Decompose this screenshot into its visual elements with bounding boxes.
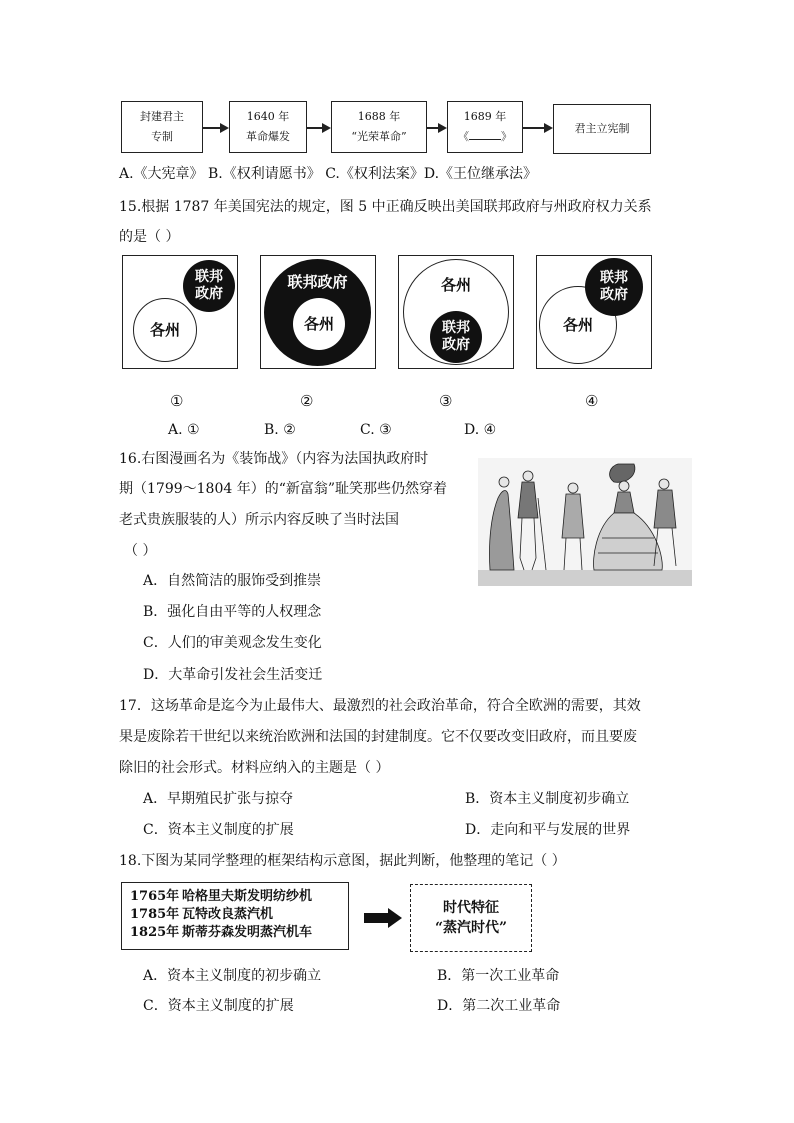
flow-box-4-suffix: 》 (501, 130, 512, 143)
q18-option-d: D．第二次工业革命 (437, 998, 561, 1014)
diagram-3 (398, 255, 514, 369)
thick-arrow-shape (364, 908, 402, 928)
flow-box-2-line1: 1640 年 (246, 110, 290, 123)
q15-option-b: B. ② (264, 422, 296, 438)
federal-label-2: 政府 (442, 337, 470, 353)
notes-box (121, 882, 349, 950)
flow-box-4 (447, 101, 523, 153)
note-row-2 (130, 907, 348, 923)
q16-stem-line4: （ ） (124, 543, 157, 559)
feature-label-1: 时代特征 (443, 900, 499, 916)
q17-option-c: C．资本主义制度的扩展 (143, 822, 294, 838)
q18-option-a: A．资本主义制度的初步确立 (143, 968, 322, 984)
flow-box-5 (553, 104, 651, 154)
federal-label-1: 联邦 (442, 320, 470, 336)
federal-label-1: 联邦 (600, 270, 628, 286)
federal-circle (430, 311, 482, 363)
diagram-number-3: ③ (439, 392, 453, 410)
note-row-1 (130, 889, 348, 905)
q18-option-c: C．资本主义制度的扩展 (143, 998, 294, 1014)
states-label: 各州 (149, 320, 180, 339)
federal-circle (585, 258, 643, 316)
q15-option-d: D. ④ (464, 422, 497, 438)
flow-arrow-3 (427, 127, 445, 129)
q17-option-d: D．走向和平与发展的世界 (465, 822, 631, 838)
q17-stem-line1: 17．这场革命是迄今为止最伟大、最激烈的社会政治革命，符合全欧洲的需要，其效 (119, 698, 641, 714)
q15-option-a: A. ① (168, 422, 200, 438)
q18-option-b: B．第一次工业革命 (437, 968, 560, 984)
cartoon-illustration (478, 458, 692, 586)
flow-box-1-line1: 封建君主 (140, 110, 184, 123)
q16-option-c: C．人们的审美观念发生变化 (143, 635, 322, 651)
flow-box-3-line2: “光荣革命” (351, 130, 407, 143)
q16-option-b: B．强化自由平等的人权理念 (143, 604, 322, 620)
note-year: 1825年 (130, 925, 180, 940)
q18-stem: 18.下图为某同学整理的框架结构示意图，据此判断，他整理的笔记（ ） (119, 853, 566, 869)
q17-stem-line2: 果是废除若干世纪以来统治欧洲和法国的封建制度。它不仅要改变旧政府，而且要废 (119, 729, 637, 745)
flow-box-2 (229, 101, 307, 153)
q16-stem-line3: 老式贵族服装的人）所示内容反映了当时法国 (119, 512, 399, 528)
q15-stem-line2: 的是（ ） (119, 229, 180, 245)
q15-option-c: C. ③ (360, 422, 392, 438)
flow-box-1-line2: 专制 (151, 130, 173, 143)
diagram-2 (260, 255, 376, 369)
note-event: 哈格里夫斯发明纺纱机 (182, 889, 313, 904)
q16-option-d: D．大革命引发社会生活变迁 (143, 667, 323, 683)
diagram-number-1: ① (170, 392, 184, 410)
note-year: 1785年 (130, 907, 180, 922)
federal-circle (183, 260, 235, 312)
states-circle (133, 298, 197, 362)
states-label: 各州 (303, 314, 334, 333)
note-event: 瓦特改良蒸汽机 (182, 907, 274, 922)
q16-stem-line2: 期（1799～1804 年）的“新富翁”耻笑那些仍然穿着 (119, 481, 448, 497)
federal-label-2: 政府 (195, 286, 223, 302)
flow-arrow-1 (203, 127, 227, 129)
flow-arrow-2 (307, 127, 329, 129)
q16-stem-line1: 16.右图漫画名为《装饰战》（内容为法国执政府时 (119, 451, 429, 467)
feature-label-2: “蒸汽时代” (434, 920, 508, 936)
flow-box-3 (331, 101, 427, 153)
q14-options: A.《大宪章》 B.《权利请愿书》 C.《权利法案》D.《王位继承法》 (119, 166, 538, 182)
flow-arrow-4 (523, 127, 551, 129)
q15-stem-line1: 15.根据 1787 年美国宪法的规定，图 5 中正确反映出美国联邦政府与州政府权力关系 (119, 199, 652, 215)
diagram-number-4: ④ (585, 392, 599, 410)
note-row-3 (130, 925, 348, 941)
federal-label-2: 政府 (600, 287, 628, 303)
q16-option-a: A．自然简洁的服饰受到推崇 (143, 573, 322, 589)
federal-label-1: 联邦 (195, 269, 223, 285)
diagram-1 (122, 255, 238, 369)
q17-stem-line3: 除旧的社会形式。材料应纳入的主题是（ ） (119, 760, 390, 776)
flow-box-5-line1: 君主立宪制 (574, 122, 630, 135)
q17-option-b: B．资本主义制度初步确立 (465, 791, 630, 807)
federal-label: 联邦政府 (287, 273, 348, 291)
feature-box (410, 884, 532, 952)
flow-box-3-line1: 1688 年 (357, 110, 401, 123)
cartoon-image (478, 458, 692, 586)
flow-box-4-line2 (458, 127, 512, 147)
flow-box-4-line1: 1689 年 (463, 110, 507, 123)
flow-box-2-line2: 革命爆发 (246, 130, 290, 143)
q17-option-a: A．早期殖民扩张与掠夺 (143, 791, 294, 807)
states-label: 各州 (440, 276, 471, 294)
note-event: 斯蒂芬森发明蒸汽机车 (182, 925, 313, 940)
diagram-number-2: ② (300, 392, 314, 410)
diagram-4 (536, 255, 652, 369)
flow-box-1 (121, 101, 203, 153)
answer-blank (469, 127, 501, 140)
states-label: 各州 (562, 315, 593, 334)
thick-arrow-icon (364, 908, 402, 932)
flow-box-4-prefix: 《 (458, 130, 469, 143)
note-year: 1765年 (130, 889, 180, 904)
states-circle (293, 298, 345, 350)
